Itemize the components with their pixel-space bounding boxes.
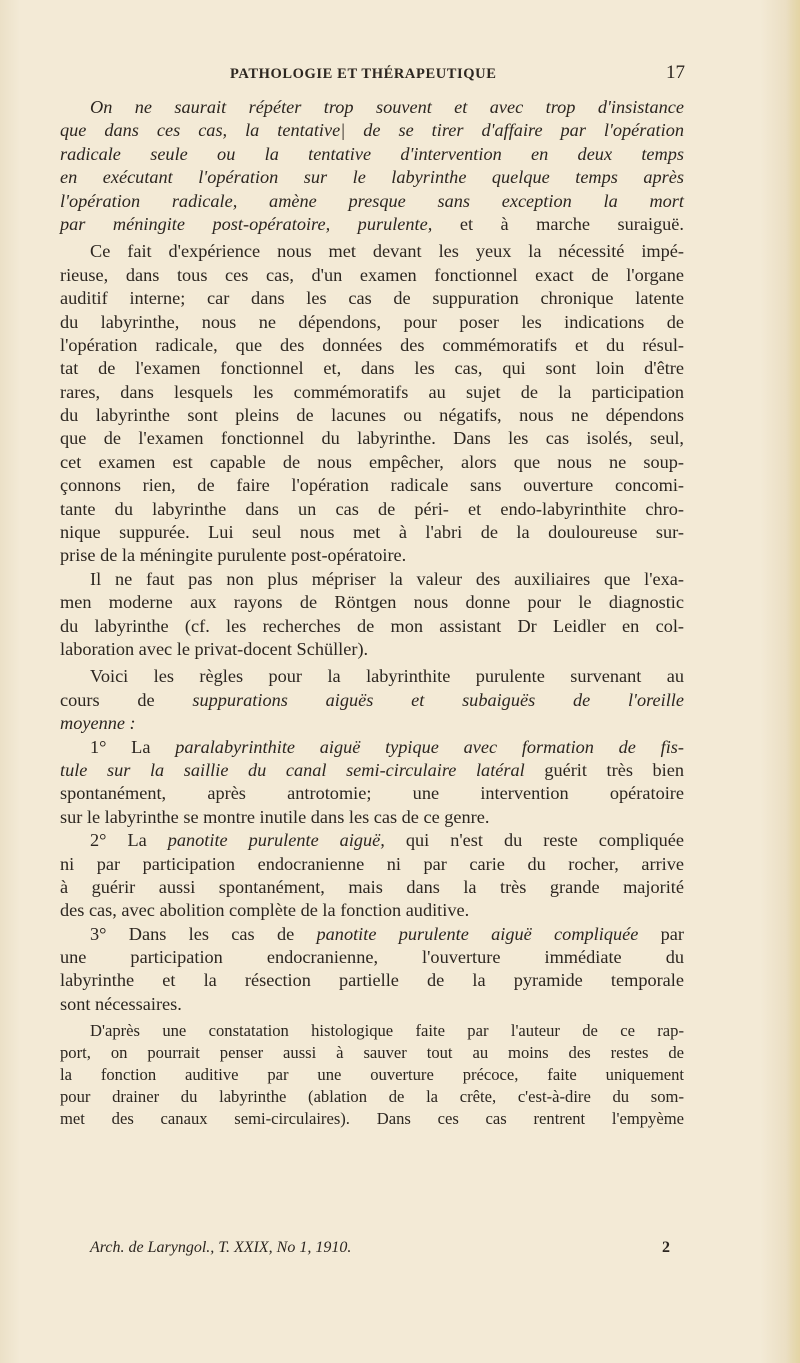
running-head bbox=[60, 62, 685, 86]
italic-run: panotite purulente aiguë compliquée bbox=[316, 923, 639, 944]
footer bbox=[90, 1237, 670, 1259]
text-line: On ne saurait répéter trop souvent et avec trop d'insistance bbox=[90, 97, 684, 117]
roman-run: par bbox=[638, 923, 684, 944]
paragraph-1 bbox=[60, 96, 684, 236]
text-line bbox=[60, 923, 684, 946]
text-line: des cas, avec abolition complète de la fonction auditive. bbox=[60, 900, 470, 921]
text-line: que de l'examen fonctionnel du labyrinthe. Dans les cas isolés, seul, bbox=[60, 428, 684, 449]
text-line bbox=[60, 829, 684, 852]
rule-3 bbox=[60, 923, 684, 1017]
italic-run: suppurations aiguës et subaiguës de l'oreille bbox=[192, 689, 684, 710]
running-head-title: PATHOLOGIE ET THÉRAPEUTIQUE bbox=[230, 66, 497, 82]
text-line bbox=[60, 689, 684, 712]
text-line: nique suppurée. Lui seul nous met à l'abri de la douloureuse sur- bbox=[60, 522, 684, 543]
text-line: prise de la méningite purulente post-opératoire. bbox=[60, 545, 407, 566]
journal-signature: Arch. de Laryngol., T. XXIX, No 1, 1910. bbox=[90, 1239, 352, 1256]
text-line: men moderne aux rayons de Röntgen nous donne pour le diagnostic bbox=[60, 592, 684, 613]
paragraph-2 bbox=[60, 240, 684, 567]
text-line: port, on pourrait penser aussi à sauver tout au moins des restes de bbox=[60, 1043, 684, 1063]
roman-run: et à marche suraiguë. bbox=[432, 213, 684, 234]
roman-run: 3° Dans les cas de bbox=[90, 923, 317, 944]
text-line: que dans ces cas, la tentative| de se tirer d'affaire par l'opération bbox=[60, 120, 684, 141]
paragraph-5 bbox=[60, 1020, 684, 1130]
text-line: çonnons rien, de faire l'opération radicale sans ouverture concomi- bbox=[60, 475, 684, 496]
page-number: 17 bbox=[666, 62, 685, 83]
text-line: laboration avec le privat-docent Schüller). bbox=[60, 638, 369, 659]
text-line bbox=[60, 759, 684, 782]
text-line: Voici les règles pour la labyrinthite purulente survenant au bbox=[90, 666, 684, 687]
text-line: cet examen est capable de nous empêcher, alors que nous ne soup- bbox=[60, 451, 684, 472]
text-line: une participation endocranienne, l'ouverture immédiate du bbox=[60, 947, 684, 968]
text-line: tante du labyrinthe dans un cas de péri- et endo-labyrinthite chro- bbox=[60, 498, 684, 519]
roman-run: 1° La bbox=[90, 736, 176, 757]
text-line: à guérir aussi spontanément, mais dans la très grande majorité bbox=[60, 876, 684, 897]
italic-run: tule sur la saillie du canal semi-circulaire latéral bbox=[60, 759, 525, 780]
text-line: sur le labyrinthe se montre inutile dans les cas de ce genre. bbox=[60, 806, 490, 827]
text-line: Il ne faut pas non plus mépriser la valeur des auxiliaires que l'exa- bbox=[90, 568, 684, 589]
text-line: la fonction auditive par une ouverture précoce, faite uniquement bbox=[60, 1065, 684, 1085]
paragraph-3 bbox=[60, 568, 684, 662]
text-line: en exécutant l'opération sur le labyrinthe quelque temps après bbox=[60, 167, 684, 188]
rule-2 bbox=[60, 829, 684, 923]
roman-run: 2° La bbox=[90, 830, 168, 851]
text-line: met des canaux semi-circulaires). Dans ces cas rentrent l'empyème bbox=[60, 1109, 684, 1129]
text-line: ni par participation endocranienne ni par carie du rocher, arrive bbox=[60, 853, 684, 874]
rule-1 bbox=[60, 736, 684, 830]
text-line: labyrinthe et la résection partielle de la pyramide temporale bbox=[60, 970, 684, 991]
text-line: du labyrinthe, nous ne dépendons, pour poser les indications de bbox=[60, 311, 684, 332]
roman-run: qui n'est du reste compliquée bbox=[384, 830, 685, 851]
roman-run: cours de bbox=[60, 689, 193, 710]
text-line bbox=[60, 213, 684, 236]
text-line: Ce fait d'expérience nous met devant les yeux la nécessité impé- bbox=[90, 241, 684, 262]
text-line: sont nécessaires. bbox=[60, 993, 182, 1014]
text-line bbox=[60, 736, 684, 759]
text-line: du labyrinthe (cf. les recherches de mon assistant Dr Leidler en col- bbox=[60, 615, 684, 636]
text-line: D'après une constatation histologique faite par l'auteur de ce rap- bbox=[90, 1021, 684, 1041]
text-line: rieuse, dans tous ces cas, d'un examen fonctionnel exact de l'organe bbox=[60, 264, 684, 285]
italic-run: par méningite post-opératoire, purulente, bbox=[60, 213, 433, 234]
text-line: tat de l'examen fonctionnel et, dans les cas, qui sont loin d'être bbox=[60, 358, 684, 379]
roman-run: guérit très bien bbox=[524, 759, 684, 780]
text-line: auditif interne; car dans les cas de suppuration chronique latente bbox=[60, 288, 684, 309]
text-line: pour drainer du labyrinthe (ablation de la crête, c'est-à-dire du som- bbox=[60, 1087, 684, 1107]
body-text bbox=[60, 96, 684, 1130]
italic-run: paralabyrinthite aiguë typique avec formation de fis- bbox=[175, 736, 684, 757]
text-line: radicale seule ou la tentative d'intervention en deux temps bbox=[60, 143, 684, 164]
paragraph-4 bbox=[60, 665, 684, 735]
text-line: du labyrinthe sont pleins de lacunes ou négatifs, nous ne dépendons bbox=[60, 405, 684, 426]
text-line: l'opération radicale, amène presque sans exception la mort bbox=[60, 190, 684, 211]
italic-run: panotite purulente aiguë, bbox=[167, 830, 385, 851]
text-line: l'opération radicale, que des données des commémoratifs et du résul- bbox=[60, 334, 684, 355]
sheet-number: 2 bbox=[662, 1239, 670, 1256]
text-line: rares, dans lesquels les commémoratifs au sujet de la participation bbox=[60, 381, 684, 402]
text-line: spontanément, après antrotomie; une intervention opératoire bbox=[60, 783, 684, 804]
text-line: moyenne : bbox=[60, 713, 136, 734]
page-edge-shadow bbox=[786, 0, 800, 1363]
